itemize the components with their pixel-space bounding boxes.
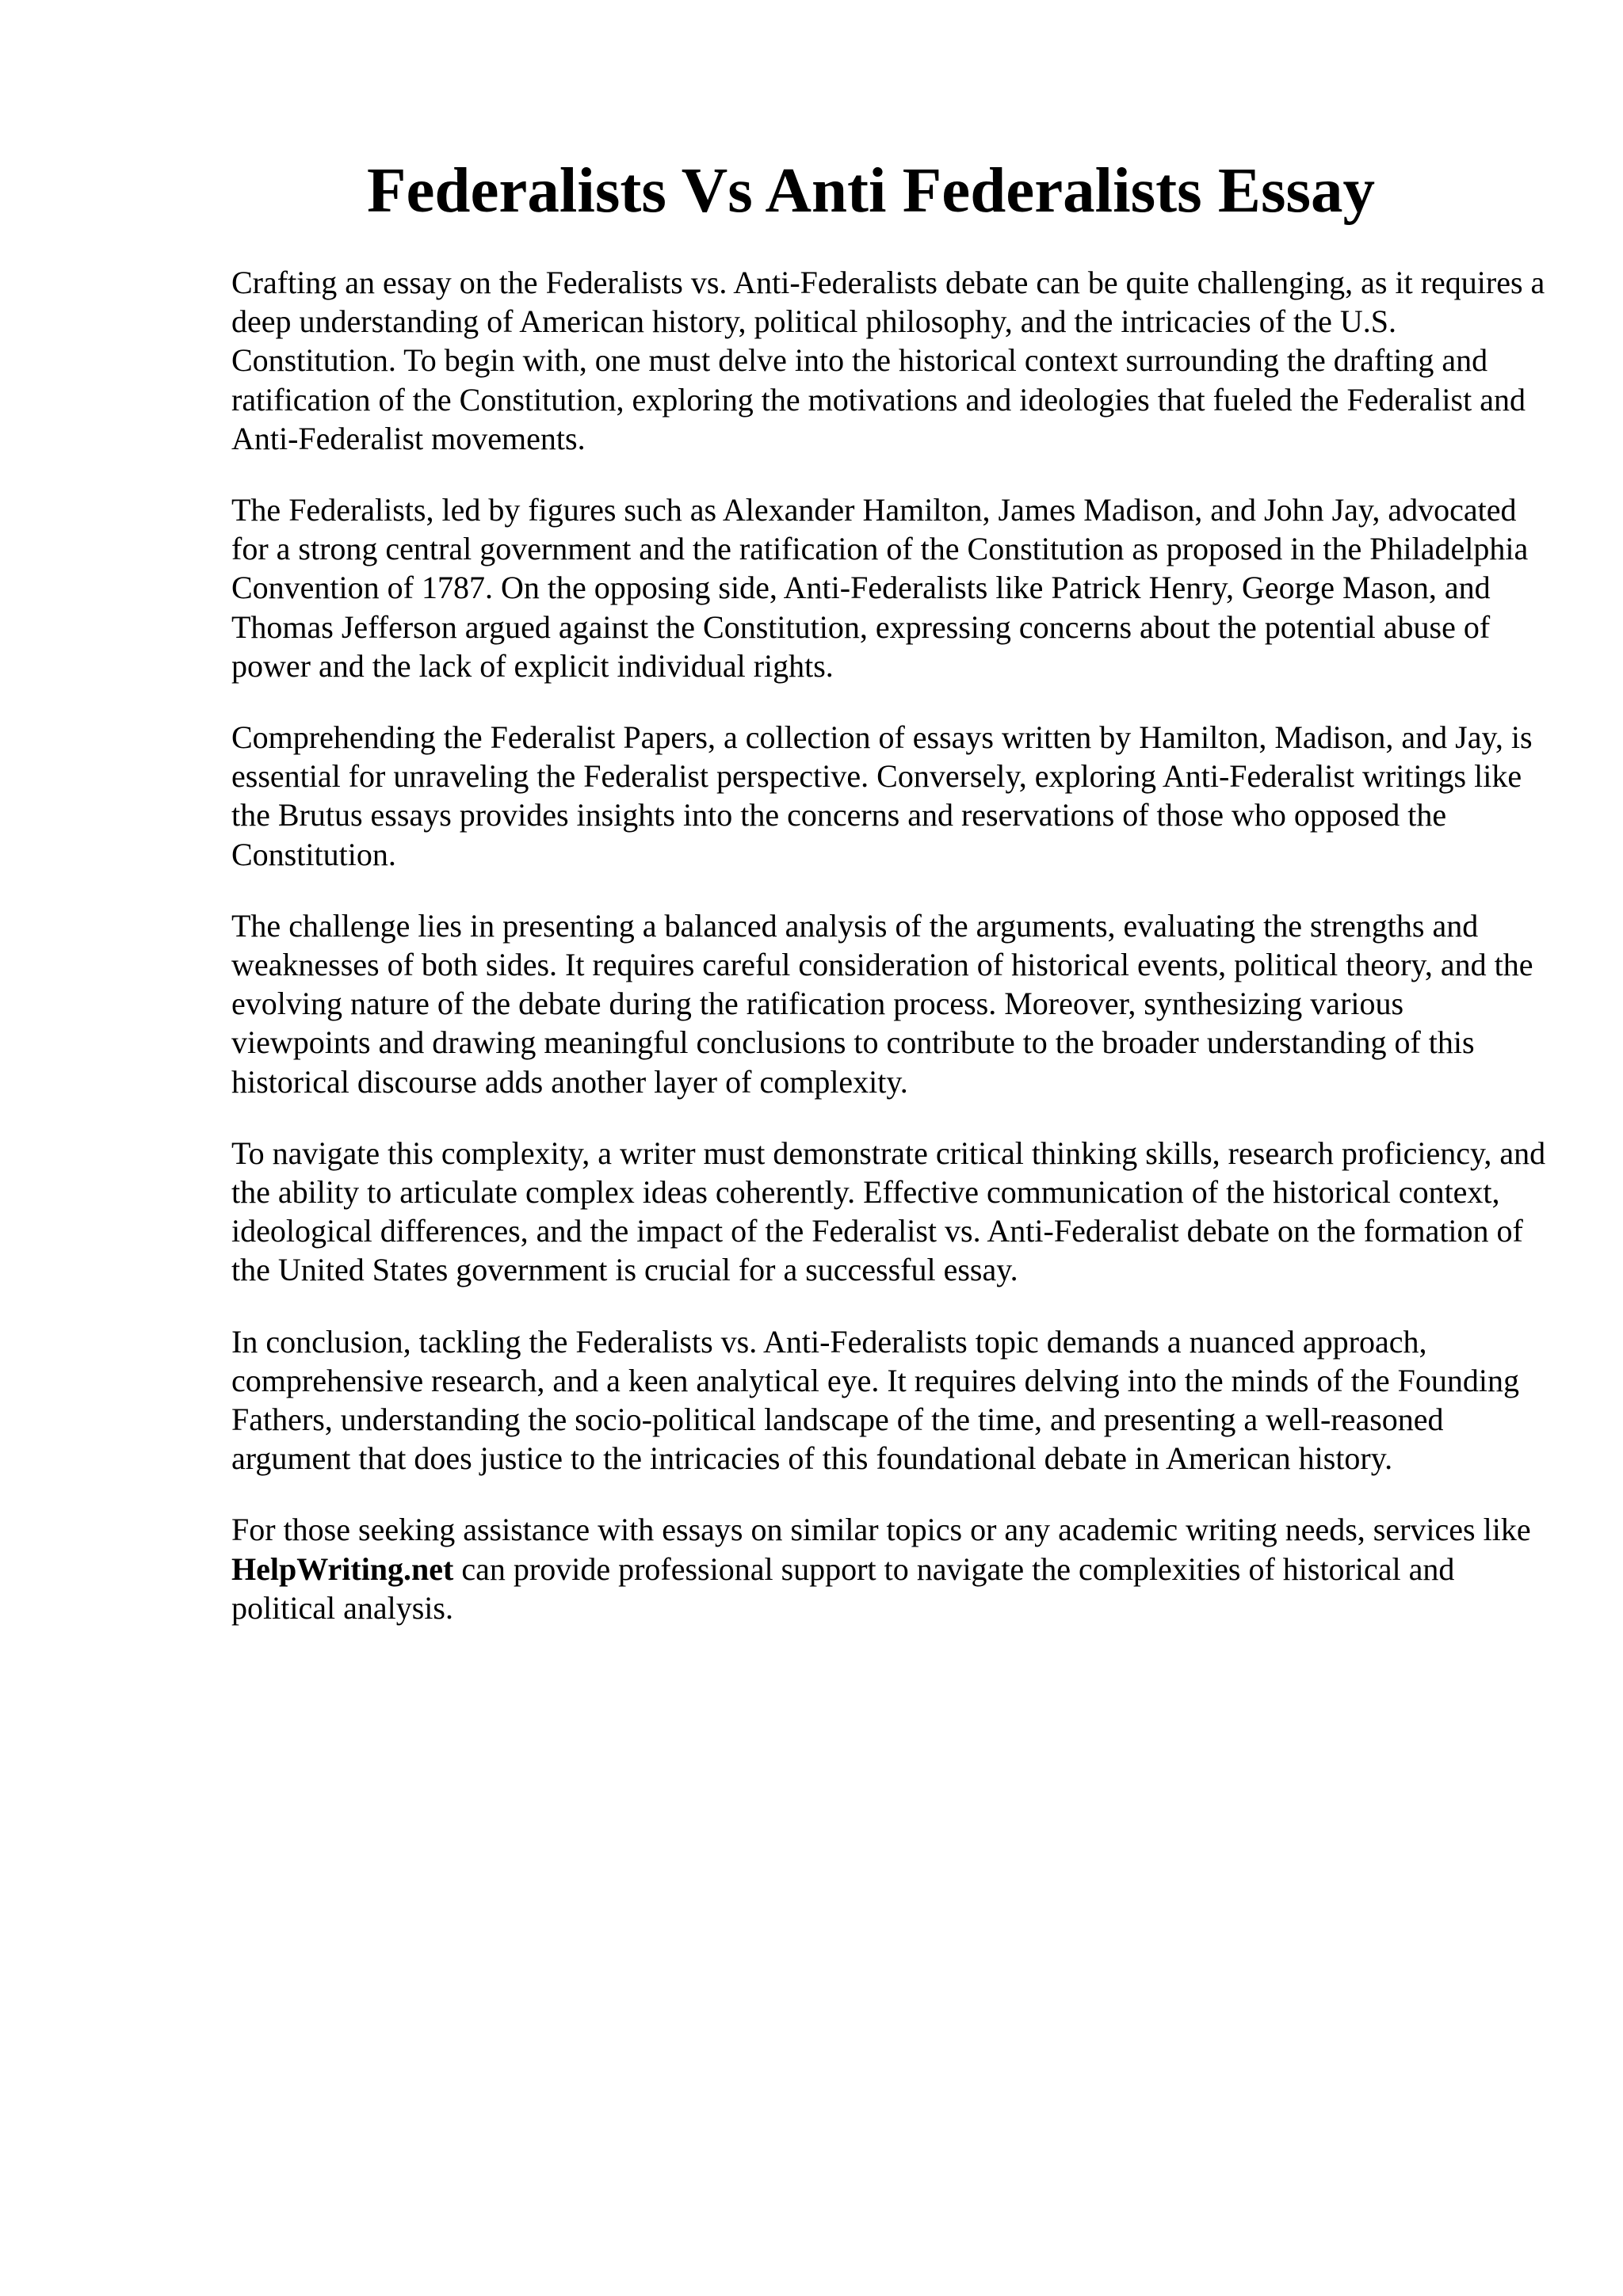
paragraph-federalists: The Federalists, led by figures such as Alexander Hamilton, James Madison, and John Jay, advocated for a strong central government and the ratification of the Constitution as proposed in the Philadelphia Convention of 1787. On the opposing side, Anti-Federalists like Patrick Henry, George Mason, and Thomas Jefferson argued against the Constitution, expressing concerns about the potential abuse of power and the lack of explicit individual rights. xyxy=(231,492,1529,684)
paragraph-intro: Crafting an essay on the Federalists vs. Anti-Federalists debate can be quite challenging, as it requires a deep understanding of American history, political philosophy, and the intricacies of the U.S. Constitution. To begin with, one must delve into the historical context surrounding the drafting and ratification of the Constitution, exploring the motivations and ideologies that fueled the Federalist and Anti-Federalist movements. xyxy=(231,265,1545,456)
paragraph-navigate: To navigate this complexity, a writer must demonstrate critical thinking skills, research proficiency, and the ability to articulate complex ideas coherently. Effective communication of the historical context, ideological differences, and the impact of the Federalist vs. Anti-Federalist debate on the formation of the United States government is crucial for a successful essay. xyxy=(231,1135,1546,1288)
helpwriting-brand-link[interactable]: HelpWriting.net xyxy=(231,1550,454,1587)
document-title: Federalists Vs Anti Federalists Essay xyxy=(367,154,1375,226)
closing-text-before: For those seeking assistance with essays on similar topics or any academic writing needs, services like xyxy=(231,1512,1531,1548)
paragraph-federalist-papers: Comprehending the Federalist Papers, a collection of essays written by Hamilton, Madison, and Jay, is essential for unraveling the Federalist perspective. Conversely, exploring Anti-Federalist writings like the Brutus essays provides insights into the concerns and reservations of those who opposed the Constitution. xyxy=(231,719,1533,872)
paragraph-closing xyxy=(231,1510,1547,1627)
paragraph-conclusion: In conclusion, tackling the Federalists vs. Anti-Federalists topic demands a nuanced approach, comprehensive research, and a keen analytical eye. It requires delving into the minds of the Founding Fathers, understanding the socio-political landscape of the time, and presenting a well-reasoned argument that does justice to the intricacies of this foundational debate in American history. xyxy=(231,1323,1520,1477)
paragraph-challenge: The challenge lies in presenting a balanced analysis of the arguments, evaluating the strengths and weaknesses of both sides. It requires careful consideration of historical events, political theory, and the evolving nature of the debate during the ratification process. Moreover, synthesizing various viewpoints and drawing meaningful conclusions to contribute to the broader understanding of this historical discourse adds another layer of complexity. xyxy=(231,907,1533,1100)
document-body xyxy=(231,263,1547,1660)
closing-text-after: can provide professional support to navigate the complexities of historical and political analysis. xyxy=(231,1550,1455,1626)
